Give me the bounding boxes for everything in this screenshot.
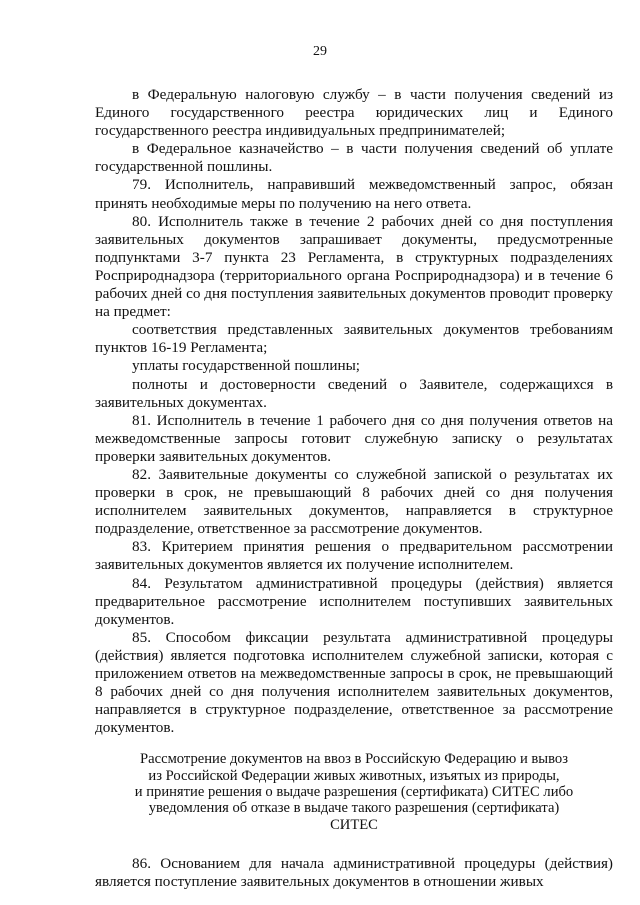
section-heading — [95, 751, 613, 832]
paragraph-83: 83. Критерием принятия решения о предварительном рассмотрении заявительных документов является их получение исполнителем. — [95, 538, 613, 574]
paragraph-86: 86. Основанием для начала административной процедуры (действия) является поступление заявительных документов в отношении живых — [95, 854, 613, 890]
paragraph-treasury: в Федеральное казначейство – в части получения сведений об уплате государственной пошлины. — [95, 140, 613, 176]
paragraph-80: 80. Исполнитель также в течение 2 рабочих дней со дня поступления заявительных документов запрашивает документы, предусмотренные подпунктами 3-7 пункта 23 Регламента, в структурных подразделениях Росприроднадзора (территориального органа Росприроднадзора) и в течение 6 рабочих дней со дня поступления заявительных документов проводит проверку на предмет: — [95, 212, 613, 321]
heading-line: Рассмотрение документов на ввоз в Российскую Федерацию и вывоз — [140, 751, 568, 768]
paragraph-tax-service: в Федеральную налоговую службу – в части получения сведений из Единого государственного реестра юридических лиц и Единого государственного реестра индивидуальных предпринимателей; — [95, 86, 613, 140]
paragraph-84: 84. Результатом административной процедуры (действия) является предварительное рассмотрение исполнителем поступивших заявительных документов. — [95, 574, 613, 628]
heading-line: и принятие решения о выдаче разрешения (сертификата) СИТЕС либо — [134, 783, 574, 800]
paragraph-79: 79. Исполнитель, направивший межведомственный запрос, обязан принять необходимые меры по получению на него ответа. — [95, 176, 613, 212]
paragraph-80-item-completeness: полноты и достоверности сведений о Заявителе, содержащихся в заявительных документах. — [95, 375, 613, 411]
paragraph-80-item-fee: уплаты государственной пошлины; — [132, 357, 360, 375]
paragraph-85: 85. Способом фиксации результата административной процедуры (действия) является подготовка исполнителем служебной записки, которая с приложением ответов на межведомственные запросы в срок, не превышающий 8 рабочих дней со дня получения исполнителем заявительных документов, направляется в структурное подразделение, ответственное за рассмотрение документов. — [95, 628, 613, 737]
page-number: 29 — [313, 44, 327, 59]
heading-line: из Российской Федерации живых животных, изъятых из природы, — [148, 767, 560, 784]
heading-line: уведомления об отказе в выдаче такого разрешения (сертификата) — [148, 800, 560, 817]
paragraph-81: 81. Исполнитель в течение 1 рабочего дня со дня получения ответов на межведомственные запросы готовит служебную записку о результатах проверки заявительных документов. — [95, 411, 613, 465]
paragraph-80-item-compliance: соответствия представленных заявительных документов требованиям пунктов 16-19 Регламента; — [95, 321, 613, 357]
paragraph-82: 82. Заявительные документы со служебной запиской о результатах их проверки в срок, не превышающий 8 рабочих дней со дня получения исполнителем заявительных документов, направляется в структурное подразделение, ответственное за рассмотрение документов. — [95, 465, 613, 538]
heading-line: СИТЕС — [330, 816, 378, 833]
document-body — [95, 86, 613, 891]
